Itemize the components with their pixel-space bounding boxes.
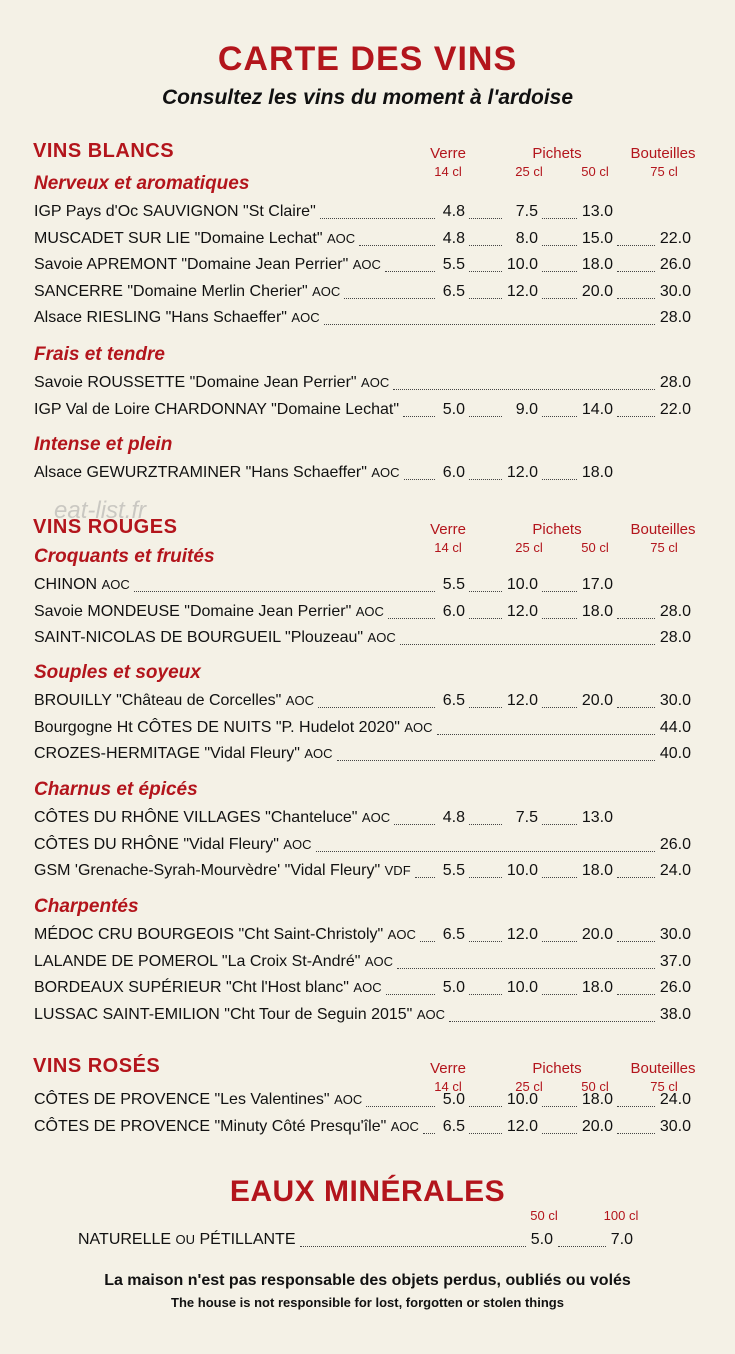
appellation-label: AOC: [304, 746, 333, 761]
dot-leader: [617, 416, 655, 417]
price-bouteille: 28.0: [659, 309, 691, 326]
dot-leader: [324, 324, 655, 325]
appellation-label: AOC: [352, 257, 381, 272]
col-sub-verre: 14 cl: [434, 540, 462, 555]
appellation-label: AOC: [355, 604, 384, 619]
price-bouteille: 30.0: [659, 692, 691, 709]
price-p25: 9.0: [515, 401, 538, 418]
dot-leader: [617, 941, 655, 942]
eaux-item-or: OU: [175, 1232, 196, 1247]
menu-row: [0, 1118, 735, 1140]
menu-row: [0, 309, 735, 331]
dot-leader: [542, 298, 577, 299]
price-p50: 20.0: [581, 1118, 613, 1135]
price-p25: 7.5: [515, 203, 538, 220]
price-p25: 12.0: [506, 926, 538, 943]
menu-row: [0, 979, 735, 1001]
dot-leader: [617, 707, 655, 708]
eaux-item-a: NATURELLE: [78, 1231, 172, 1248]
appellation-label: AOC: [361, 810, 391, 825]
price-verre: 5.0: [442, 401, 465, 418]
price-p25: 12.0: [506, 692, 538, 709]
eaux-col-50: 50 cl: [530, 1208, 558, 1223]
dot-leader: [542, 218, 577, 219]
subsection-title: Charnus et épicés: [34, 779, 198, 800]
col-head-bouteilles: Bouteilles: [630, 521, 696, 538]
price-p25: 12.0: [506, 464, 538, 481]
wine-name-text: CHINON: [34, 576, 98, 593]
wine-name-text: SAINT-NICOLAS DE BOURGUEIL "Plouzeau": [34, 629, 364, 646]
col-sub-verre: 14 cl: [434, 164, 462, 179]
price-p50: 20.0: [581, 692, 613, 709]
price-bouteille: 26.0: [659, 979, 691, 996]
appellation-label: AOC: [326, 231, 356, 246]
dot-leader: [393, 389, 655, 390]
wine-name-text: MÉDOC CRU BOURGEOIS "Cht Saint-Christoly": [34, 926, 384, 943]
wine-name-text: Savoie MONDEUSE "Domaine Jean Perrier": [34, 603, 352, 620]
wine-name: [34, 1091, 364, 1109]
dot-leader: [617, 1133, 655, 1134]
appellation-label: AOC: [390, 1119, 419, 1134]
wine-name-text: Bourgogne Ht CÔTES DE NUITS "P. Hudelot 2020": [34, 719, 400, 736]
col-sub-pichet-25: 25 cl: [515, 540, 543, 555]
price-p25: 10.0: [506, 862, 538, 879]
eaux-section-title: EAUX MINÉRALES: [229, 1175, 506, 1208]
dot-leader: [617, 994, 655, 995]
price-bouteille: 28.0: [659, 603, 691, 620]
price-p50: 14.0: [581, 401, 613, 418]
price-bouteille: 28.0: [659, 374, 691, 391]
wine-name: [34, 374, 391, 392]
appellation-label: AOC: [371, 465, 400, 480]
appellation-label: AOC: [361, 375, 390, 390]
dot-leader: [542, 1106, 577, 1107]
wine-name: [34, 745, 335, 763]
wine-name: [34, 979, 384, 997]
subsection-title: Charpentés: [34, 896, 139, 917]
wine-name-text: IGP Val de Loire CHARDONNAY "Domaine Lechat": [34, 401, 399, 418]
col-sub-pichet-25: 25 cl: [515, 1079, 543, 1094]
menu-row: [0, 953, 735, 975]
wine-name: [34, 401, 401, 419]
wine-name: [34, 603, 386, 621]
appellation-label: AOC: [285, 693, 314, 708]
wine-name: [34, 926, 418, 944]
wine-name: [34, 309, 322, 327]
wine-name: [34, 1118, 421, 1136]
wine-name-text: Alsace RIESLING "Hans Schaeffer": [34, 309, 287, 326]
menu-row: [0, 809, 735, 831]
price-verre: 6.5: [442, 926, 465, 943]
subsection-title: Intense et plein: [34, 434, 173, 455]
col-sub-bouteille: 75 cl: [650, 540, 678, 555]
price-p25: 10.0: [506, 576, 538, 593]
section-title: VINS ROUGES: [33, 516, 178, 538]
price-verre: 6.0: [442, 464, 465, 481]
dot-leader: [542, 941, 577, 942]
menu-row: [0, 862, 735, 884]
price-verre: 4.8: [442, 203, 465, 220]
wine-name: [34, 836, 314, 854]
wine-name-text: CÔTES DE PROVENCE "Minuty Côté Presqu'île": [34, 1118, 387, 1135]
price-bouteille: 30.0: [659, 926, 691, 943]
dot-leader: [617, 245, 655, 246]
wine-name: [34, 203, 318, 221]
dot-leader: [542, 877, 577, 878]
price-verre: 5.5: [442, 256, 465, 273]
col-sub-verre: 14 cl: [434, 1079, 462, 1094]
price-verre: 5.5: [442, 862, 465, 879]
dot-leader: [617, 298, 655, 299]
appellation-label: AOC: [312, 284, 341, 299]
price-p50: 18.0: [581, 862, 613, 879]
col-sub-bouteille: 75 cl: [650, 164, 678, 179]
dot-leader: [437, 734, 655, 735]
price-50cl: 5.0: [530, 1231, 553, 1248]
dot-leader: [542, 707, 577, 708]
subsection-title: Souples et soyeux: [34, 662, 201, 683]
dot-leader: [542, 245, 577, 246]
price-p50: 17.0: [581, 576, 613, 593]
page-title: CARTE DES VINS: [217, 40, 518, 78]
dot-leader: [316, 851, 655, 852]
appellation-label: AOC: [404, 720, 433, 735]
appellation-label: VDF: [384, 863, 411, 878]
price-p25: 12.0: [506, 603, 538, 620]
col-sub-pichet-50: 50 cl: [581, 540, 609, 555]
col-head-bouteilles: Bouteilles: [630, 1060, 696, 1077]
wine-name-text: CÔTES DE PROVENCE "Les Valentines": [34, 1091, 330, 1108]
wine-name: [34, 256, 383, 274]
wine-name-text: IGP Pays d'Oc SAUVIGNON "St Claire": [34, 203, 316, 220]
price-p50: 13.0: [581, 809, 613, 826]
appellation-label: AOC: [101, 577, 130, 592]
dot-leader: [337, 760, 655, 761]
appellation-label: AOC: [334, 1092, 363, 1107]
menu-row: [0, 603, 735, 625]
price-p25: 10.0: [506, 256, 538, 273]
wine-name-text: LALANDE DE POMEROL "La Croix St-André": [34, 953, 361, 970]
price-p50: 20.0: [581, 283, 613, 300]
wine-name-text: Savoie APREMONT "Domaine Jean Perrier": [34, 256, 349, 273]
dot-leader: [542, 824, 577, 825]
price-verre: 5.5: [442, 576, 465, 593]
price-verre: 5.0: [442, 979, 465, 996]
dot-leader: [318, 707, 435, 708]
dot-leader: [542, 271, 577, 272]
menu-row: [0, 745, 735, 767]
price-100cl: 7.0: [610, 1231, 633, 1248]
dot-leader: [542, 416, 577, 417]
price-bouteille: 30.0: [659, 1118, 691, 1135]
menu-row: [0, 464, 735, 486]
price-p25: 12.0: [506, 1118, 538, 1135]
wine-name: [34, 719, 435, 737]
wine-name-text: BORDEAUX SUPÉRIEUR "Cht l'Host blanc": [34, 979, 349, 996]
menu-row: [0, 692, 735, 714]
menu-row: [0, 256, 735, 278]
dot-leader: [617, 877, 655, 878]
section-title: VINS BLANCS: [33, 140, 175, 162]
dot-leader: [134, 591, 435, 592]
price-bouteille: 28.0: [659, 629, 691, 646]
subsection-title: Croquants et fruités: [34, 546, 215, 567]
price-bouteille: 26.0: [659, 836, 691, 853]
col-head-pichets: Pichets: [532, 1060, 582, 1077]
eaux-item-name: [78, 1231, 298, 1249]
eaux-col-100: 100 cl: [603, 1208, 639, 1223]
col-sub-pichet-50: 50 cl: [581, 164, 609, 179]
menu-row: [0, 401, 735, 423]
appellation-label: AOC: [416, 1007, 445, 1022]
dot-leader: [344, 298, 435, 299]
menu-row: [0, 926, 735, 948]
dot-leader: [359, 245, 435, 246]
wine-name-text: CÔTES DU RHÔNE "Vidal Fleury": [34, 836, 279, 853]
price-verre: 6.5: [442, 283, 465, 300]
menu-row: [0, 629, 735, 651]
wine-name: [34, 862, 413, 880]
wine-name: [34, 629, 398, 647]
menu-row: [0, 576, 735, 598]
price-p50: 15.0: [581, 230, 613, 247]
price-p50: 18.0: [581, 464, 613, 481]
dot-leader: [617, 271, 655, 272]
dot-leader: [542, 618, 577, 619]
price-p25: 7.5: [515, 809, 538, 826]
appellation-label: AOC: [364, 954, 394, 969]
wine-name-text: CROZES-HERMITAGE "Vidal Fleury": [34, 745, 300, 762]
dot-leader: [617, 618, 655, 619]
wine-name: [34, 464, 402, 482]
price-p50: 13.0: [581, 203, 613, 220]
menu-row: [0, 719, 735, 741]
watermark-text: eat-list.fr: [54, 497, 147, 524]
col-head-verre: Verre: [430, 145, 466, 162]
footer-disclaimer-fr: La maison n'est pas responsable des objets perdus, oubliés ou volés: [104, 1272, 631, 1289]
wine-name-text: GSM 'Grenache-Syrah-Mourvèdre' "Vidal Fleury": [34, 862, 381, 879]
col-head-pichets: Pichets: [532, 521, 582, 538]
col-head-bouteilles: Bouteilles: [630, 145, 696, 162]
price-verre: 6.5: [442, 1118, 465, 1135]
menu-row-eaux: [0, 1231, 735, 1253]
col-sub-pichet-50: 50 cl: [581, 1079, 609, 1094]
price-p25: 10.0: [506, 1091, 538, 1108]
dot-leader: [397, 968, 655, 969]
price-bouteille: 30.0: [659, 283, 691, 300]
wine-name: [34, 692, 316, 710]
eaux-item-b: PÉTILLANTE: [199, 1231, 296, 1248]
price-p50: 20.0: [581, 926, 613, 943]
appellation-label: AOC: [291, 310, 320, 325]
wine-name-text: LUSSAC SAINT-EMILION "Cht Tour de Seguin 2015": [34, 1006, 413, 1023]
col-sub-bouteille: 75 cl: [650, 1079, 678, 1094]
wine-name-text: Alsace GEWURZTRAMINER "Hans Schaeffer": [34, 464, 367, 481]
price-verre: 6.5: [442, 692, 465, 709]
dot-leader: [542, 994, 577, 995]
dot-leader: [400, 644, 655, 645]
col-head-verre: Verre: [430, 521, 466, 538]
wine-name-text: CÔTES DU RHÔNE VILLAGES "Chanteluce": [34, 809, 358, 826]
menu-row: [0, 1006, 735, 1028]
price-p25: 8.0: [515, 230, 538, 247]
menu-row: [0, 836, 735, 858]
wine-name: [34, 809, 392, 827]
price-bouteille: 44.0: [659, 719, 691, 736]
menu-row: [0, 230, 735, 252]
col-head-pichets: Pichets: [532, 145, 582, 162]
price-verre: 4.8: [442, 230, 465, 247]
menu-row: [0, 283, 735, 305]
menu-row: [0, 374, 735, 396]
price-bouteille: 40.0: [659, 745, 691, 762]
price-p50: 18.0: [581, 603, 613, 620]
price-bouteille: 24.0: [659, 1091, 691, 1108]
wine-name-text: SANCERRE "Domaine Merlin Cherier": [34, 283, 308, 300]
dot-leader: [542, 591, 577, 592]
col-sub-pichet-25: 25 cl: [515, 164, 543, 179]
dot-leader: [449, 1021, 655, 1022]
price-verre: 4.8: [442, 809, 465, 826]
dot-leader: [542, 1133, 577, 1134]
price-p25: 12.0: [506, 283, 538, 300]
appellation-label: AOC: [283, 837, 312, 852]
price-bouteille: 26.0: [659, 256, 691, 273]
price-p50: 18.0: [581, 979, 613, 996]
wine-name: [34, 283, 342, 301]
wine-name: [34, 1006, 447, 1024]
appellation-label: AOC: [367, 630, 396, 645]
col-head-verre: Verre: [430, 1060, 466, 1077]
appellation-label: AOC: [387, 927, 416, 942]
wine-name: [34, 230, 357, 248]
wine-name-text: MUSCADET SUR LIE "Domaine Lechat": [34, 230, 323, 247]
menu-row: [0, 1091, 735, 1113]
wine-name: [34, 953, 395, 971]
wine-name-text: Savoie ROUSSETTE "Domaine Jean Perrier": [34, 374, 357, 391]
price-verre: 6.0: [442, 603, 465, 620]
dot-leader: [320, 218, 435, 219]
price-bouteille: 22.0: [659, 230, 691, 247]
subsection-title: Frais et tendre: [34, 344, 165, 365]
section-title: VINS ROSÉS: [33, 1055, 161, 1077]
dot-leader: [300, 1246, 526, 1247]
price-bouteille: 38.0: [659, 1006, 691, 1023]
price-bouteille: 24.0: [659, 862, 691, 879]
wine-name-text: BROUILLY "Château de Corcelles": [34, 692, 282, 709]
menu-row: [0, 203, 735, 225]
subsection-title: Nerveux et aromatiques: [34, 173, 250, 194]
page-subtitle: Consultez les vins du moment à l'ardoise: [161, 86, 574, 109]
price-p50: 18.0: [581, 1091, 613, 1108]
price-bouteille: 22.0: [659, 401, 691, 418]
dot-leader: [617, 1106, 655, 1107]
price-p50: 18.0: [581, 256, 613, 273]
price-bouteille: 37.0: [659, 953, 691, 970]
dot-leader: [542, 479, 577, 480]
footer-disclaimer-en: The house is not responsible for lost, forgotten or stolen things: [171, 1295, 564, 1310]
wine-name: [34, 576, 132, 594]
price-p25: 10.0: [506, 979, 538, 996]
appellation-label: AOC: [353, 980, 382, 995]
price-verre: 5.0: [442, 1091, 465, 1108]
